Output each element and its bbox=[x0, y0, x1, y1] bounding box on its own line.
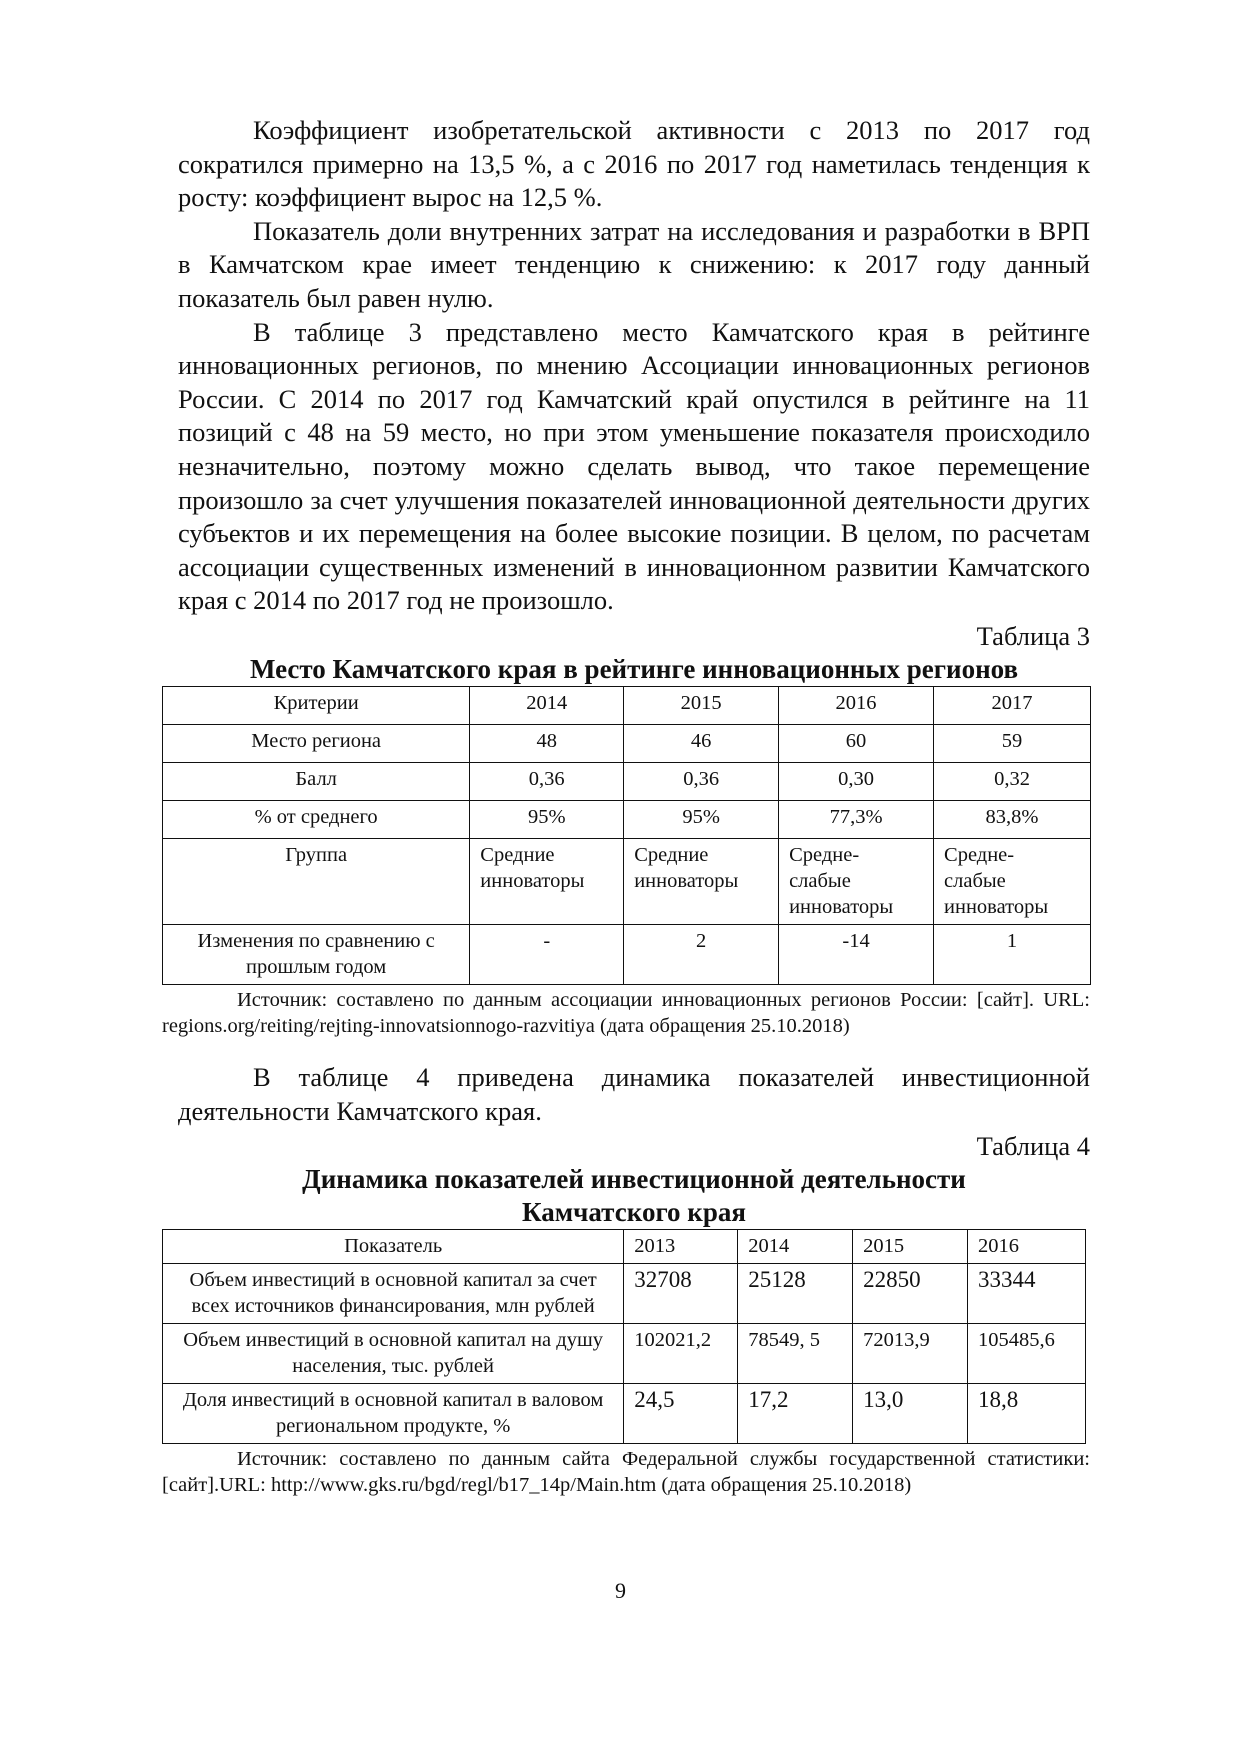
table4-header-cell: 2014 bbox=[738, 1230, 853, 1264]
table-cell: 32708 bbox=[624, 1264, 738, 1324]
table4-source: Источник: составлено по данным сайта Федеральной службы государственной статистики: [сайт].URL: http://www.gks.ru/bgd/regl/b17_14p/Main.htm (дата обращения 25.10.2018) bbox=[162, 1448, 1090, 1497]
table3-number: Таблица 3 bbox=[976, 620, 1090, 651]
table-cell: 77,3% bbox=[779, 800, 934, 838]
table4-header-cell: 2016 bbox=[968, 1230, 1086, 1264]
table-row bbox=[163, 838, 1091, 924]
table-cell: -14 bbox=[779, 924, 934, 984]
table-row bbox=[163, 724, 1091, 762]
table-cell: 0,32 bbox=[934, 762, 1091, 800]
table-cell: 102021,2 bbox=[624, 1324, 738, 1384]
table4 bbox=[162, 1229, 1086, 1444]
table-row bbox=[163, 800, 1091, 838]
table3-header-cell: 2016 bbox=[779, 686, 934, 724]
table-row bbox=[163, 1264, 1086, 1324]
table4-number: Таблица 4 bbox=[976, 1131, 1090, 1162]
table-row bbox=[163, 1384, 1086, 1444]
paragraph-3: В таблице 3 представлено место Камчатского края в рейтинге инновационных регионов, по мнению Ассоциации инновационных регионов России. С 2014 по 2017 год Камчатский край опустился в рейтинге на 11 позиций с 48 на 59 место, но при этом уменьшение показателя происходило незначительно, поэтому можно сделать вывод, что такое перемещение произошло за счет улучшения показателей инновационной деятельности других субъектов и их перемещения на более высокие позиции. В целом, по расчетам ассоциации существенных изменений в инновационном развитии Камчатского края с 2014 по 2017 год не произошло. bbox=[178, 316, 1090, 616]
table-cell: 48 bbox=[470, 724, 624, 762]
table-cell: 24,5 bbox=[624, 1384, 738, 1444]
paragraph-2: Показатель доли внутренних затрат на исследования и разработки в ВРП в Камчатском крае имеет тенденцию к снижению: к 2017 году данный показатель был равен нулю. bbox=[178, 215, 1090, 313]
table-cell: 60 bbox=[779, 724, 934, 762]
table-cell: 25128 bbox=[738, 1264, 853, 1324]
table-cell: 18,8 bbox=[968, 1384, 1086, 1444]
page-number: 9 bbox=[615, 1578, 626, 1603]
table-cell: 2 bbox=[624, 924, 779, 984]
table-cell: Изменения по сравнению с прошлым годом bbox=[163, 924, 470, 984]
table-row bbox=[163, 1324, 1086, 1384]
table-cell: 72013,9 bbox=[853, 1324, 968, 1384]
table-cell: 1 bbox=[934, 924, 1091, 984]
table-cell: Группа bbox=[163, 838, 470, 924]
table3-header-cell: Критерии bbox=[163, 686, 470, 724]
table3-header-cell: 2015 bbox=[624, 686, 779, 724]
table4-title-line1: Динамика показателей инвестиционной деятельности bbox=[302, 1164, 966, 1195]
table-cell: Средние инноваторы bbox=[624, 838, 779, 924]
table-cell: 95% bbox=[470, 800, 624, 838]
table-cell: 78549, 5 bbox=[738, 1324, 853, 1384]
table-cell: Место региона bbox=[163, 724, 470, 762]
table3-header-cell: 2017 bbox=[934, 686, 1091, 724]
table-cell: 0,36 bbox=[624, 762, 779, 800]
table-cell: 13,0 bbox=[853, 1384, 968, 1444]
table-row bbox=[163, 762, 1091, 800]
table4-header-cell: 2013 bbox=[624, 1230, 738, 1264]
table-cell: 95% bbox=[624, 800, 779, 838]
table3-header-cell: 2014 bbox=[470, 686, 624, 724]
table-cell: - bbox=[470, 924, 624, 984]
table-cell: Средне-слабые инноваторы bbox=[779, 838, 934, 924]
paragraph-4: В таблице 4 приведена динамика показателей инвестиционной деятельности Камчатского края. bbox=[178, 1061, 1090, 1126]
table-cell: 33344 bbox=[968, 1264, 1086, 1324]
table-cell: Доля инвестиций в основной капитал в валовом региональном продукте, % bbox=[163, 1384, 624, 1444]
paragraph-1: Коэффициент изобретательской активности с 2013 по 2017 год сократился примерно на 13,5 %, а с 2016 по 2017 год наметилась тенденция к росту: коэффициент вырос на 12,5 %. bbox=[178, 115, 1090, 213]
table-cell: Объем инвестиций в основной капитал на душу населения, тыс. рублей bbox=[163, 1324, 624, 1384]
table-cell: 46 bbox=[624, 724, 779, 762]
table3-title: Место Камчатского края в рейтинге инновационных регионов bbox=[249, 653, 1019, 684]
table4-header-row bbox=[163, 1230, 1086, 1264]
table-cell: 0,30 bbox=[779, 762, 934, 800]
table-cell: Средние инноваторы bbox=[470, 838, 624, 924]
table4-header-cell: Показатель bbox=[163, 1230, 624, 1264]
table-cell: 83,8% bbox=[934, 800, 1091, 838]
table3-header-row bbox=[163, 686, 1091, 724]
table-cell: 0,36 bbox=[470, 762, 624, 800]
table-cell: 105485,6 bbox=[968, 1324, 1086, 1384]
table-cell: 22850 bbox=[853, 1264, 968, 1324]
table-cell: 17,2 bbox=[738, 1384, 853, 1444]
table-cell: % от среднего bbox=[163, 800, 470, 838]
table-cell: Объем инвестиций в основной капитал за счет всех источников финансирования, млн рублей bbox=[163, 1264, 624, 1324]
document-page bbox=[162, 114, 1090, 1498]
table-cell: Средне-слабые инноваторы bbox=[934, 838, 1091, 924]
table-cell: Балл bbox=[163, 762, 470, 800]
table4-header-cell: 2015 bbox=[853, 1230, 968, 1264]
table4-title-line2: Камчатского края bbox=[522, 1197, 746, 1228]
table-row bbox=[163, 924, 1091, 984]
table3 bbox=[162, 686, 1091, 985]
table-cell: 59 bbox=[934, 724, 1091, 762]
table3-source: Источник: составлено по данным ассоциации инновационных регионов России: [сайт]. URL: regions.org/reiting/rejting-innovatsionnogo-razvitiya (дата обращения 25.10.2018) bbox=[162, 988, 1090, 1037]
